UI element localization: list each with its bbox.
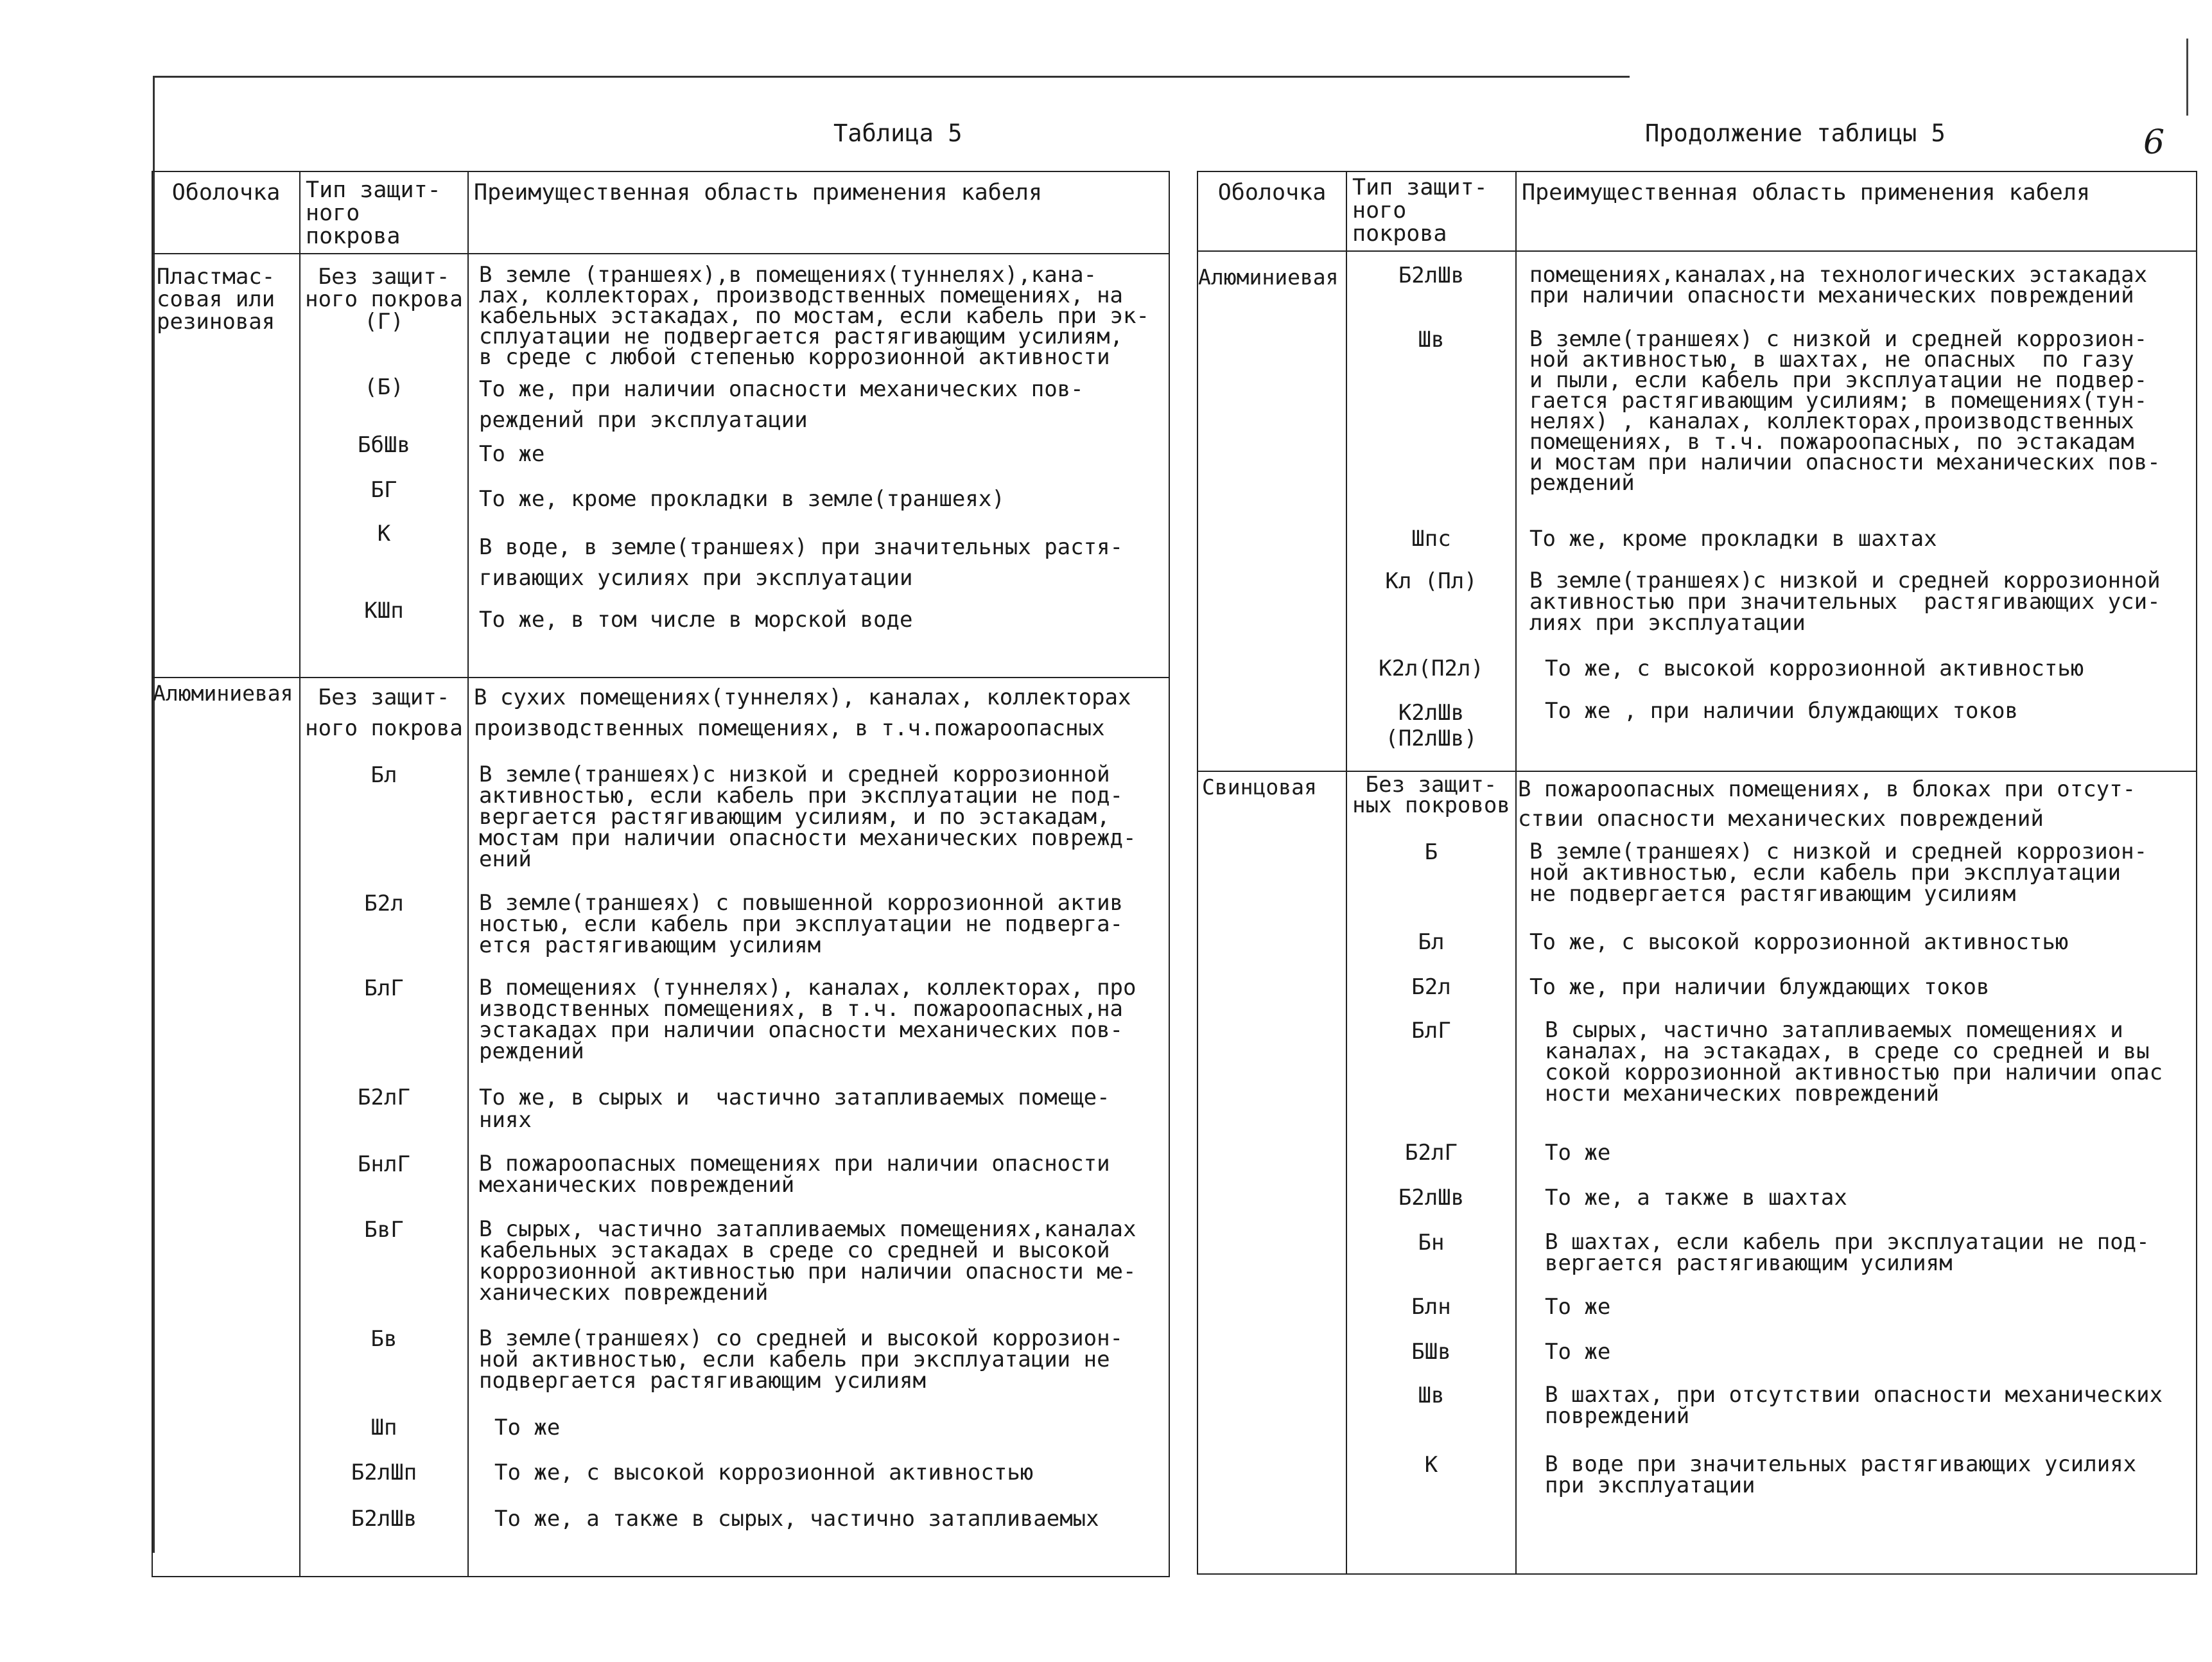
cover-type: К: [1424, 1452, 1438, 1478]
sheath-label: Алюминиевая: [1198, 265, 1339, 290]
left-desc-col: [468, 254, 1169, 678]
application-text: В земле(траншеях) с низкой и средней коррозион- ной активностью, в шахтах, не опасных по газу и пыли, если кабель при эксплуатации не подвер- гается растягивающим усилиям; в помещениях(тун- нелях) , каналах, коллекторах,производственных помещениях, в т.ч. пожароопасных, по эстакадам и мостам при наличии опасности механических пов- реждений: [1529, 326, 2161, 496]
application-text: То же, кроме прокладки в шахтах: [1529, 526, 1937, 552]
cover-type: Б2лШв: [1398, 263, 1465, 288]
application-text: В сухих помещениях(туннелях), каналах, коллекторах производственных помещениях, в т.ч.пожароопасных: [474, 685, 1131, 741]
application-text: То же, а также в шахтах: [1545, 1185, 1847, 1211]
application-text: В пожароопасных помещениях при наличии опасности механических повреждений: [479, 1151, 1110, 1198]
application-text: В земле(траншеях) со средней и высокой коррозион- ной активностью, если кабель при эксплуатации не подвергается растягивающим усилиям: [479, 1325, 1124, 1394]
header-sheath: Оболочка: [152, 171, 300, 254]
application-text: В земле(траншеях) с повышенной коррозионной актив ностью, если кабель при эксплуатации не подверга- ется растягивающим усилиям: [479, 890, 1124, 958]
application-text: В земле(траншеях) с низкой и средней коррозион- ной активностью, если кабель при эксплуатации не подвергается растягивающим усилиям: [1529, 839, 2148, 907]
cover-type: Б2л: [364, 891, 404, 916]
cover-type: К2л(П2л): [1379, 656, 1484, 681]
header-cover-type: Тип защит- ного покрова: [1346, 171, 1516, 251]
application-text: То же, с высокой коррозионной активностью: [1545, 656, 2084, 681]
application-text: В сырых, частично затапливаемых помещениях и каналах, на эстакадах, в среде со средней и вы сокой коррозионной активностью при наличии опас ности механических повреждений: [1545, 1017, 2163, 1107]
right-desc-col: [1516, 251, 2197, 771]
application-text: В земле(траншеях)с низкой и средней коррозионной активностью, если кабель при эксплуатации не под- вергается растягивающим усилиям, и по эстакадам, мостам при наличии опасности механических поврежд- ений: [479, 762, 1136, 872]
application-text: То же: [494, 1415, 561, 1440]
header-application: Преимущественная область применения кабеля: [1516, 171, 2197, 251]
application-text: В воде при значительных растягивающих усилиях при эксплуатации: [1545, 1451, 2137, 1498]
cover-type: Б2лШв: [1398, 1185, 1465, 1211]
cover-type: БШв: [1411, 1339, 1451, 1365]
left-types-col: [300, 678, 468, 1577]
right-table: [1197, 171, 2197, 1575]
header-application: Преимущественная область применения кабеля: [468, 171, 1169, 254]
right-types-col: [1346, 251, 1516, 771]
cover-type: Кл (Пл): [1385, 568, 1477, 594]
cover-type: Б2лГ: [358, 1085, 410, 1110]
right-header-row: [1197, 171, 2197, 251]
cover-type: Б2лГ: [1405, 1140, 1458, 1166]
application-text: То же, с высокой коррозионной активностью: [1529, 929, 2069, 955]
right-desc-col: [1516, 771, 2197, 1574]
header-sheath: Оболочка: [1197, 171, 1346, 251]
left-table-title: Таблица 5: [833, 119, 962, 147]
cover-type: Шп: [370, 1415, 397, 1440]
cover-type: Бн: [1418, 1230, 1445, 1255]
right-table-title: Продолжение таблицы 5: [1645, 119, 1946, 147]
left-table: [152, 171, 1170, 1577]
cover-type: Без защит- ных покровов: [1352, 772, 1510, 818]
cover-type: Без защит- ного покрова (Г): [305, 264, 463, 335]
cover-type: Б2лШп: [351, 1460, 417, 1485]
cover-type: К: [377, 521, 391, 547]
cover-type: Блн: [1411, 1294, 1451, 1320]
left-group-plastic: [152, 254, 1169, 678]
application-text: В помещениях (туннелях), каналах, коллекторах, про изводственных помещениях, в т.ч. пожароопасных,на эстакадах при наличии опасности механических пов- реждений: [479, 975, 1136, 1064]
cover-type: Б2л: [1411, 974, 1451, 1000]
application-text: помещениях,каналах,на технологических эстакадах при наличии опасности механических повреждений: [1529, 262, 2148, 308]
cover-type: Бл: [370, 762, 397, 788]
application-text: То же: [1545, 1140, 1611, 1166]
application-text: То же, при наличии блуждающих токов: [1529, 974, 1990, 1000]
application-text: В пожароопасных помещениях, в блоках при отсут- ствии опасности механических повреждений: [1518, 776, 2136, 832]
right-group-aluminium: [1197, 251, 2197, 771]
cover-type: Шпс: [1411, 526, 1451, 552]
sheath-label: Свинцовая: [1202, 774, 1317, 800]
cover-type: БлГ: [1411, 1018, 1451, 1044]
cover-type: БнлГ: [358, 1151, 410, 1177]
cover-type: КШп: [364, 598, 404, 624]
sheath-label: Алюминиевая: [153, 681, 293, 706]
application-text: То же, в сырых и частично затапливаемых помеще- ниях: [479, 1085, 1110, 1133]
cover-type: К2лШв (П2лШв): [1385, 700, 1477, 751]
application-text: В земле(траншеях)с низкой и средней коррозионной активностью при значительных растягивающих уси- лиях при эксплуатации: [1529, 568, 2161, 636]
cover-type: БлГ: [364, 975, 404, 1001]
right-group-lead: [1197, 771, 2197, 1574]
application-text: То же, а также в сырых, частично затапливаемых: [494, 1506, 1099, 1532]
cover-type: Б2лШв: [351, 1506, 417, 1532]
application-text: То же: [479, 441, 545, 467]
application-text: То же, кроме прокладки в земле(траншеях): [479, 486, 1005, 512]
application-text: В сырых, частично затапливаемых помещениях,каналах кабельных эстакадах в среде со средней и высокой коррозионной активностью при наличии опасности ме- ханических повреждений: [479, 1216, 1136, 1306]
left-group-aluminium: [152, 678, 1169, 1577]
cover-type: Без защит- ного покрова: [305, 685, 463, 741]
application-text: То же, с высокой коррозионной активностью: [494, 1460, 1034, 1485]
page-frame-right-tick: [2186, 39, 2188, 116]
application-text: То же , при наличии блуждающих токов: [1545, 698, 2018, 724]
application-text: В шахтах, при отсутствии опасности механических повреждений: [1545, 1382, 2163, 1429]
left-header-row: [152, 171, 1169, 254]
sheath-label: Пластмас- совая или резиновая: [157, 264, 275, 335]
application-text: То же, при наличии опасности механических пов- реждений при эксплуатации: [479, 376, 1084, 433]
application-text: В воде, в земле(траншеях) при значительных растя- гивающих усилиях при эксплуатации: [479, 534, 1124, 591]
cover-type: Бл: [1418, 929, 1445, 955]
cover-type: БвГ: [364, 1217, 404, 1243]
cover-type: Шв: [1418, 1383, 1445, 1408]
cover-type: Бв: [370, 1326, 397, 1352]
page-frame-top: [153, 76, 1630, 78]
page-number: 6: [2143, 123, 2165, 162]
cover-type: БбШв: [358, 432, 410, 458]
cover-type: (Б): [364, 374, 404, 400]
cover-type: Б: [1424, 839, 1438, 865]
right-types-col: [1346, 771, 1516, 1574]
application-text: В земле (траншеях),в помещениях(туннелях),кана- лах, коллекторах, производственных помещениях, на кабельных эстакадах, по мостам, если кабель при эк- сплуатации не подвергается растягивающим усилиям, в среде с любой степенью коррозионной активности: [479, 262, 1149, 370]
application-text: То же, в том числе в морской воде: [479, 607, 913, 633]
header-cover-type: Тип защит- ного покрова: [300, 171, 468, 254]
cover-type: Шв: [1418, 327, 1445, 353]
application-text: То же: [1545, 1294, 1611, 1320]
left-desc-col: [468, 678, 1169, 1577]
cover-type: БГ: [370, 477, 397, 503]
left-types-col: [300, 254, 468, 678]
application-text: То же: [1545, 1339, 1611, 1365]
application-text: В шахтах, если кабель при эксплуатации не под- вергается растягивающим усилиям: [1545, 1229, 2150, 1276]
